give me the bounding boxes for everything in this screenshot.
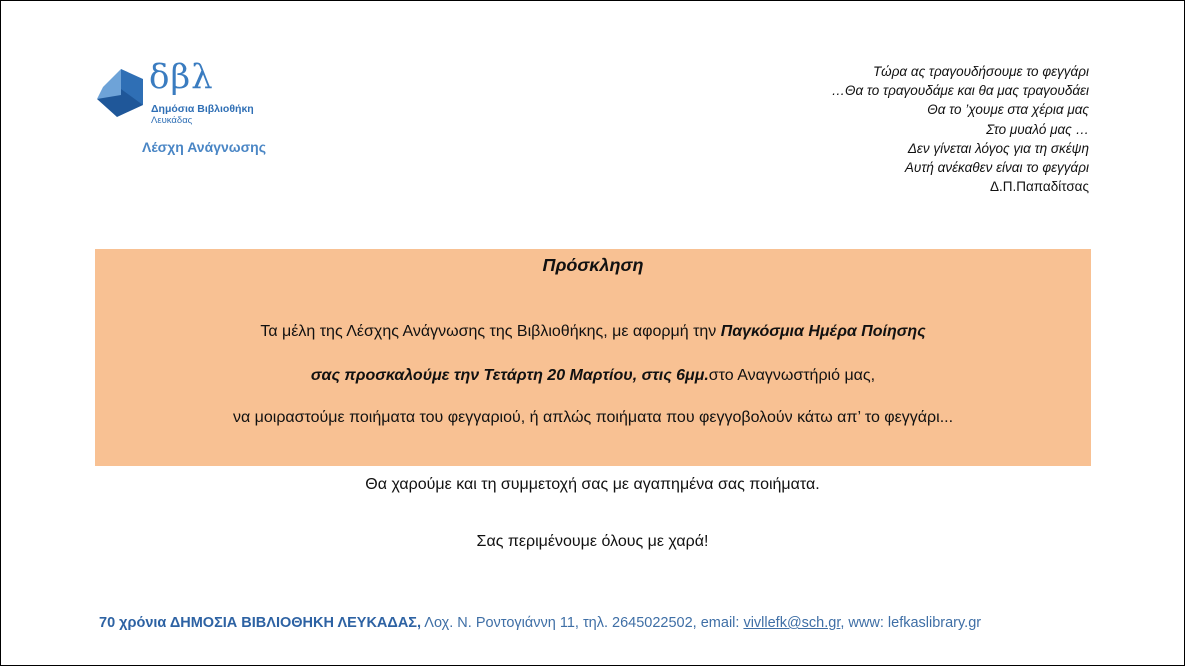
logo-greek-letters: δβλ <box>149 57 214 97</box>
poem-line: Στο μυαλό μας … <box>986 121 1089 137</box>
footer-email-link[interactable]: vivllefk@sch.gr <box>743 615 841 631</box>
footer-org: 70 χρόνια ΔΗΜΟΣΙΑ ΒΙΒΛΙΟΘΗΚΗ ΛΕΥΚΑΔΑΣ, <box>99 615 422 631</box>
reading-club-title: Λέσχη Ανάγνωσης <box>142 139 267 155</box>
event-date: σας προσκαλούμε την Τετάρτη 20 Μαρτίου, στις 6μμ. <box>310 367 709 384</box>
poem-line: …Θα το τραγουδάμε και θα μας τραγουδάει <box>831 83 1089 99</box>
poem-line: Αυτή ανέκαθεν είναι το φεγγάρι <box>904 160 1089 176</box>
logo-library-name: Δημόσια Βιβλιοθήκη <box>151 103 254 115</box>
invitation-text: Τα μέλη της Λέσχης Ανάγνωσης της Βιβλιοθήκης, με αφορμή την <box>260 323 721 340</box>
logo-library-town: Λευκάδας <box>151 115 193 126</box>
footer-website: , www: lefkaslibrary.gr <box>840 615 982 631</box>
poem-line: Θα το ’χουμε στα χέρια μας <box>927 102 1089 118</box>
poem-line: Τώρα ας τραγουδήσουμε το φεγγάρι <box>872 64 1089 79</box>
invitation-box <box>95 249 1091 466</box>
library-cube-icon <box>95 67 147 119</box>
invitation-paragraph-1 <box>95 323 1091 341</box>
poem-block <box>831 62 1089 196</box>
world-poetry-day: Παγκόσμια Ημέρα Ποίησης <box>720 323 926 340</box>
event-venue: στο Αναγνωστήριό μας, <box>708 367 876 384</box>
poem-line: Δεν γίνεται λόγος για τη σκέψη <box>907 140 1089 156</box>
participation-note: Θα χαρούμε και τη συμμετοχή σας με αγαπημένα σας ποιήματα. <box>365 476 820 493</box>
invitation-paragraph-2 <box>95 367 1091 385</box>
poem-author: Δ.Π.Παπαδίτσας <box>989 179 1089 195</box>
footer-address: Λοχ. Ν. Ροντογιάννη 11, τηλ. 2645022502, email: <box>421 615 744 631</box>
invitation-paragraph-3: να μοιραστούμε ποιήματα του φεγγαριού, ή απλώς ποιήματα που φεγγοβολούν κάτω απ’ το φεγγάρι... <box>232 409 954 426</box>
invitation-title: Πρόσκληση <box>542 255 644 275</box>
footer-contact <box>99 615 981 631</box>
library-logo <box>95 57 275 133</box>
closing-line: Σας περιμένουμε όλους με χαρά! <box>476 533 709 550</box>
